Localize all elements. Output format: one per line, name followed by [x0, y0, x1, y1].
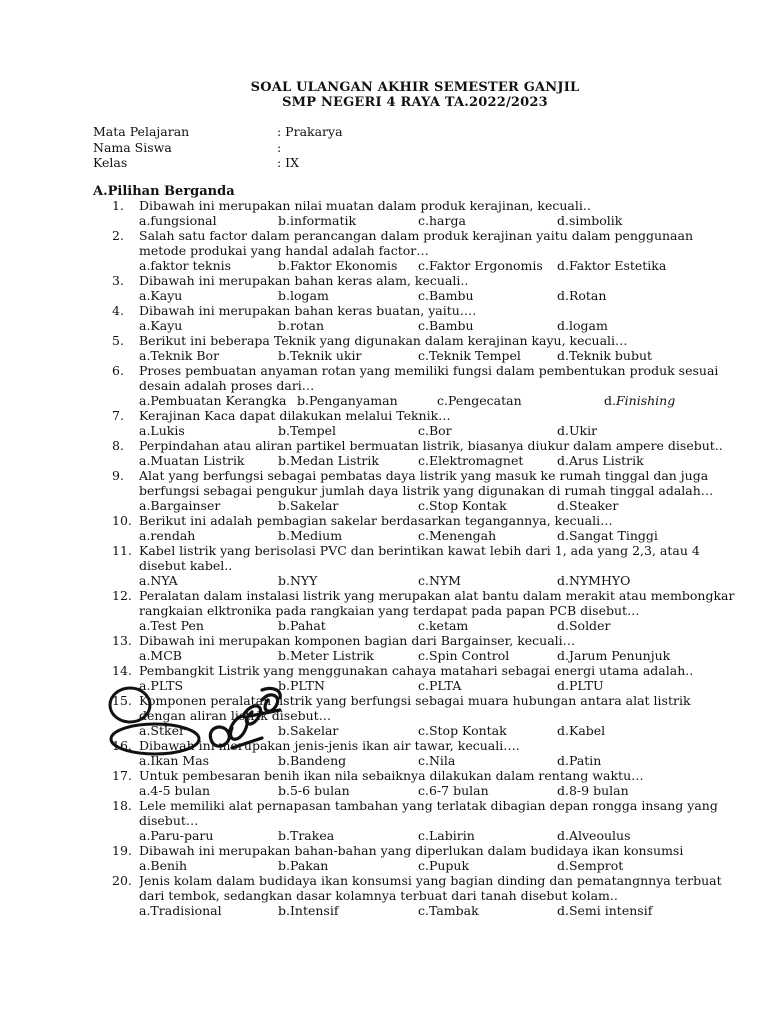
option-c [418, 753, 455, 768]
option-label: a.4-5 bulan [139, 783, 211, 798]
question-number: 6. [112, 363, 124, 378]
question-text: Lele memiliki alat pernapasan tambahan yang terlatak dibagian depan rongga insang yang disebut… [139, 798, 718, 828]
section-title: A.Pilihan Berganda [93, 184, 235, 199]
option-label: a.Bargainser [139, 498, 221, 513]
option-d [604, 393, 675, 408]
option-label: b.5-6 bulan [278, 783, 350, 798]
option-b [278, 903, 338, 918]
answer-options [0, 828, 768, 843]
option-b [278, 618, 326, 633]
option-label: a.NYA [139, 573, 178, 588]
option-label: c.PLTA [418, 678, 462, 693]
option-label: d.Jarum Penunjuk [557, 648, 671, 663]
option-a [139, 498, 220, 513]
option-label: a.Muatan Listrik [139, 453, 245, 468]
option-b [278, 828, 334, 843]
option-a [139, 423, 185, 438]
question-item [0, 588, 768, 633]
option-label: a.Kayu [139, 288, 183, 303]
option-label: a.Tradisional [139, 903, 222, 918]
option-a [139, 453, 245, 468]
question-item [0, 198, 768, 228]
option-label: d.Solder [557, 618, 611, 633]
option-label: b.Faktor Ekonomis [278, 258, 398, 273]
option-d [557, 498, 618, 513]
option-c [418, 828, 475, 843]
option-label: a.Benih [139, 858, 188, 873]
option-b [297, 393, 398, 408]
option-label: b.logam [278, 288, 329, 303]
option-label: d.PLTU [557, 678, 604, 693]
question-text: Untuk pembesaran benih ikan nila sebaiknya dilakukan dalam rentang waktu… [139, 768, 644, 783]
answer-options [0, 723, 768, 738]
question-number: 7. [112, 408, 124, 423]
option-a [139, 678, 183, 693]
option-label: b.Bandeng [278, 753, 347, 768]
option-b [278, 753, 346, 768]
question-number: 20. [112, 873, 132, 888]
option-d [557, 828, 631, 843]
option-b [278, 528, 342, 543]
question-number: 5. [112, 333, 124, 348]
question-text: Pembangkit Listrik yang menggunakan cahaya matahari sebagai energi utama adalah.. [139, 663, 694, 678]
option-label: d. [604, 393, 616, 408]
option-a [139, 288, 182, 303]
info-label: Nama Siswa [93, 140, 172, 155]
question-number: 17. [112, 768, 132, 783]
option-b [278, 453, 379, 468]
option-b [278, 318, 324, 333]
question-number: 1. [112, 198, 124, 213]
school-title: SMP NEGERI 4 RAYA TA.2022/2023 [282, 95, 548, 110]
question-text: Dibawah ini merupakan bahan-bahan yang diperlukan dalam budidaya ikan konsumsi [139, 843, 684, 858]
option-d [557, 213, 622, 228]
option-label: b.Intensif [278, 903, 339, 918]
option-c [418, 648, 509, 663]
option-b [278, 573, 317, 588]
option-label: d.Semi intensif [557, 903, 653, 918]
question-number: 3. [112, 273, 124, 288]
option-label: c.Tambak [418, 903, 479, 918]
option-label: b.rotan [278, 318, 325, 333]
info-label: Mata Pelajaran [93, 124, 190, 139]
info-value: : IX [277, 155, 300, 170]
option-b [278, 423, 336, 438]
option-a [139, 828, 213, 843]
info-value: : Prakarya [277, 124, 343, 139]
option-c [418, 678, 461, 693]
option-label: c.Pengecatan [437, 393, 522, 408]
answer-options [0, 498, 768, 513]
option-a [139, 318, 182, 333]
option-d [557, 723, 605, 738]
question-number: 9. [112, 468, 124, 483]
option-a [139, 903, 222, 918]
answer-options [0, 213, 768, 228]
answer-options [0, 573, 768, 588]
question-number: 12. [112, 588, 132, 603]
option-label: b.Pakan [278, 858, 329, 873]
option-label: d.NYMHYO [557, 573, 631, 588]
option-label: d.Semprot [557, 858, 624, 873]
option-label: c.Teknik Tempel [418, 348, 521, 363]
option-label: a.MCB [139, 648, 182, 663]
option-label: b.Medium [278, 528, 343, 543]
question-number: 2. [112, 228, 124, 243]
option-d [557, 858, 623, 873]
question-item [0, 663, 768, 693]
option-label: b.informatik [278, 213, 357, 228]
answer-options [0, 393, 768, 408]
option-c [418, 348, 521, 363]
option-label: b.Sakelar [278, 498, 339, 513]
question-text: Salah satu factor dalam perancangan dalam produk kerajinan yaitu dalam penggunaan metode produkai yang handal adalah factor… [139, 228, 694, 258]
info-value: : [277, 140, 282, 155]
answer-options [0, 258, 768, 273]
option-b [278, 348, 362, 363]
option-label: d.simbolik [557, 213, 623, 228]
option-label: d.logam [557, 318, 608, 333]
option-label: a.faktor teknis [139, 258, 232, 273]
option-label: b.Tempel [278, 423, 336, 438]
question-number: 4. [112, 303, 124, 318]
question-item [0, 333, 768, 363]
option-d [557, 258, 666, 273]
question-item [0, 798, 768, 843]
option-label: b.Sakelar [278, 723, 339, 738]
option-a [139, 648, 182, 663]
option-a [139, 753, 209, 768]
option-c [418, 423, 452, 438]
answer-options [0, 318, 768, 333]
question-text: Berikut ini adalah pembagian sakelar berdasarkan tegangannya, kecuali… [139, 513, 613, 528]
option-a [139, 348, 219, 363]
option-label: d.Arus Listrik [557, 453, 644, 468]
option-label: c.Stop Kontak [418, 723, 507, 738]
question-item [0, 543, 768, 588]
option-a [139, 258, 231, 273]
question-text: Perpindahan atau aliran partikel bermuatan listrik, biasanya diukur dalam ampere disebut.. [139, 438, 723, 453]
question-text: Peralatan dalam instalasi listrik yang merupakan alat bantu dalam merakit atau membongkar rangkaian elktronika pada rangkaian yang terdapat pada papan PCB disebut… [139, 588, 735, 618]
question-text: Proses pembuatan anyaman rotan yang memiliki fungsi dalam pembentukan produk sesuai desain adalah proses dari… [139, 363, 719, 393]
option-label: c.harga [418, 213, 466, 228]
option-c [418, 723, 507, 738]
question-text: Alat yang berfungsi sebagai pembatas daya listrik yang masuk ke rumah tinggal dan juga berfungsi sebagai pengukur jumlah daya listrik yang digunakan di rumah tinggal adalah… [139, 468, 714, 498]
question-text: Berikut ini beberapa Teknik yang digunakan dalam kerajinan kayu, kecuali… [139, 333, 628, 348]
question-item [0, 363, 768, 408]
answer-options [0, 453, 768, 468]
question-text: Dibawah ini merupakan bahan keras buatan, yaitu…. [139, 303, 477, 318]
option-d [557, 528, 658, 543]
option-label: d.8-9 bulan [557, 783, 629, 798]
option-c [418, 498, 507, 513]
option-label: b.NYY [278, 573, 318, 588]
question-item [0, 303, 768, 333]
option-label: b.Teknik ukir [278, 348, 362, 363]
question-number: 8. [112, 438, 124, 453]
answer-options [0, 288, 768, 303]
answer-options [0, 858, 768, 873]
option-label: d.Teknik bubut [557, 348, 653, 363]
option-b [278, 213, 356, 228]
option-a [139, 213, 217, 228]
option-label: a.Stker [139, 723, 185, 738]
option-label: d.Rotan [557, 288, 607, 303]
option-label: c.Bambu [418, 318, 474, 333]
question-item [0, 408, 768, 438]
option-label: b.Medan Listrik [278, 453, 379, 468]
option-label: c.Bor [418, 423, 452, 438]
question-number: 19. [112, 843, 132, 858]
option-label: c.Spin Control [418, 648, 510, 663]
option-c [418, 258, 543, 273]
option-label: c.Elektromagnet [418, 453, 524, 468]
option-d [557, 753, 601, 768]
option-d [557, 678, 604, 693]
option-c [418, 453, 523, 468]
option-label: b.Trakea [278, 828, 335, 843]
option-label: a.Paru-paru [139, 828, 214, 843]
option-label: d.Kabel [557, 723, 606, 738]
option-label: a.rendah [139, 528, 196, 543]
option-c [418, 528, 496, 543]
option-b [278, 648, 374, 663]
question-list [0, 198, 768, 918]
question-text: Kabel listrik yang berisolasi PVC dan berintikan kawat lebih dari 1, ada yang 2,3, atau 4 disebut kabel.. [139, 543, 700, 573]
question-number: 11. [112, 543, 132, 558]
option-label: c.NYM [418, 573, 461, 588]
option-label: c.Pupuk [418, 858, 470, 873]
option-label: b.Meter Listrik [278, 648, 374, 663]
option-b [278, 288, 329, 303]
option-b [278, 858, 328, 873]
option-a [139, 618, 204, 633]
question-number: 15. [112, 693, 132, 708]
question-text: Komponen peralatan listrik yang berfungsi sebagai muara hubungan antara alat listrik dengan aliran listrik disebut… [139, 693, 691, 723]
option-label: c.Faktor Ergonomis [418, 258, 543, 273]
question-number: 16. [112, 738, 132, 753]
option-label: d.Patin [557, 753, 602, 768]
answer-options [0, 528, 768, 543]
question-item [0, 468, 768, 513]
question-item [0, 633, 768, 663]
option-c [418, 213, 466, 228]
option-a [139, 783, 210, 798]
option-d [557, 648, 670, 663]
option-d [557, 348, 652, 363]
option-label: b.Pahat [278, 618, 326, 633]
answer-options [0, 678, 768, 693]
answer-options [0, 783, 768, 798]
option-d [557, 783, 629, 798]
option-label: b.PLTN [278, 678, 325, 693]
option-d [557, 288, 606, 303]
option-b [278, 783, 350, 798]
option-label: a.Pembuatan Kerangka [139, 393, 287, 408]
question-text: Jenis kolam dalam budidaya ikan konsumsi yang bagian dinding dan pematangnnya terbuat dari tembok, sedangkan dasar kolamnya terbuat dari tanah disebut kolam.. [139, 873, 722, 903]
option-label: c.ketam [418, 618, 469, 633]
option-label: a.Test Pen [139, 618, 204, 633]
option-d [557, 573, 630, 588]
question-item [0, 738, 768, 768]
answer-options [0, 618, 768, 633]
option-label: c.6-7 bulan [418, 783, 489, 798]
option-label: a.fungsional [139, 213, 217, 228]
option-label: a.Teknik Bor [139, 348, 220, 363]
question-number: 14. [112, 663, 132, 678]
option-b [278, 723, 338, 738]
question-item [0, 843, 768, 873]
option-label: a.Kayu [139, 318, 183, 333]
option-label: c.Bambu [418, 288, 474, 303]
question-item [0, 513, 768, 543]
question-item [0, 693, 768, 738]
option-label: d.Sangat Tinggi [557, 528, 658, 543]
option-a [139, 858, 187, 873]
answer-options [0, 648, 768, 663]
question-number: 13. [112, 633, 132, 648]
option-label: c.Nila [418, 753, 456, 768]
question-text: Dibawah ini merupakan nilai muatan dalam produk kerajinan, kecuali.. [139, 198, 591, 213]
option-c [418, 318, 474, 333]
option-a [139, 393, 286, 408]
option-b [278, 678, 325, 693]
option-b [278, 258, 397, 273]
option-label: b.Penganyaman [297, 393, 398, 408]
option-label: d.Steaker [557, 498, 619, 513]
option-c [418, 903, 479, 918]
option-d [557, 903, 652, 918]
exam-title: SOAL ULANGAN AKHIR SEMESTER GANJIL [250, 80, 580, 95]
option-c [418, 618, 468, 633]
option-label: d.Alveoulus [557, 828, 631, 843]
question-text: Dibawah ini merupakan komponen bagian dari Bargainser, kecuali… [139, 633, 576, 648]
option-a [139, 723, 185, 738]
question-item [0, 768, 768, 798]
question-text: Kerajinan Kaca dapat dilakukan melalui Teknik… [139, 408, 451, 423]
answer-options [0, 348, 768, 363]
option-c [418, 858, 469, 873]
answer-options [0, 753, 768, 768]
answer-options [0, 903, 768, 918]
option-d [557, 618, 610, 633]
option-label: c.Menengah [418, 528, 497, 543]
option-c [418, 783, 489, 798]
question-number: 18. [112, 798, 132, 813]
option-label: a.Ikan Mas [139, 753, 210, 768]
question-number: 10. [112, 513, 132, 528]
question-text: Dibawah ini merupakan jenis-jenis ikan air tawar, kecuali…. [139, 738, 520, 753]
info-label: Kelas [93, 155, 128, 170]
option-c [418, 573, 461, 588]
option-d [557, 423, 597, 438]
option-label: a.Lukis [139, 423, 185, 438]
option-c [437, 393, 522, 408]
option-a [139, 573, 178, 588]
option-b [278, 498, 338, 513]
question-text: Dibawah ini merupakan bahan keras alam, kecuali.. [139, 273, 469, 288]
option-d [557, 318, 608, 333]
option-label: c.Labirin [418, 828, 475, 843]
option-label: a.PLTS [139, 678, 184, 693]
option-label: d.Faktor Estetika [557, 258, 667, 273]
question-item [0, 873, 768, 918]
option-label: c.Stop Kontak [418, 498, 507, 513]
option-c [418, 288, 474, 303]
option-label-italic: Finishing [615, 393, 676, 408]
question-item [0, 228, 768, 273]
answer-options [0, 423, 768, 438]
option-a [139, 528, 195, 543]
question-item [0, 438, 768, 468]
option-label: d.Ukir [557, 423, 598, 438]
question-item [0, 273, 768, 303]
option-d [557, 453, 644, 468]
